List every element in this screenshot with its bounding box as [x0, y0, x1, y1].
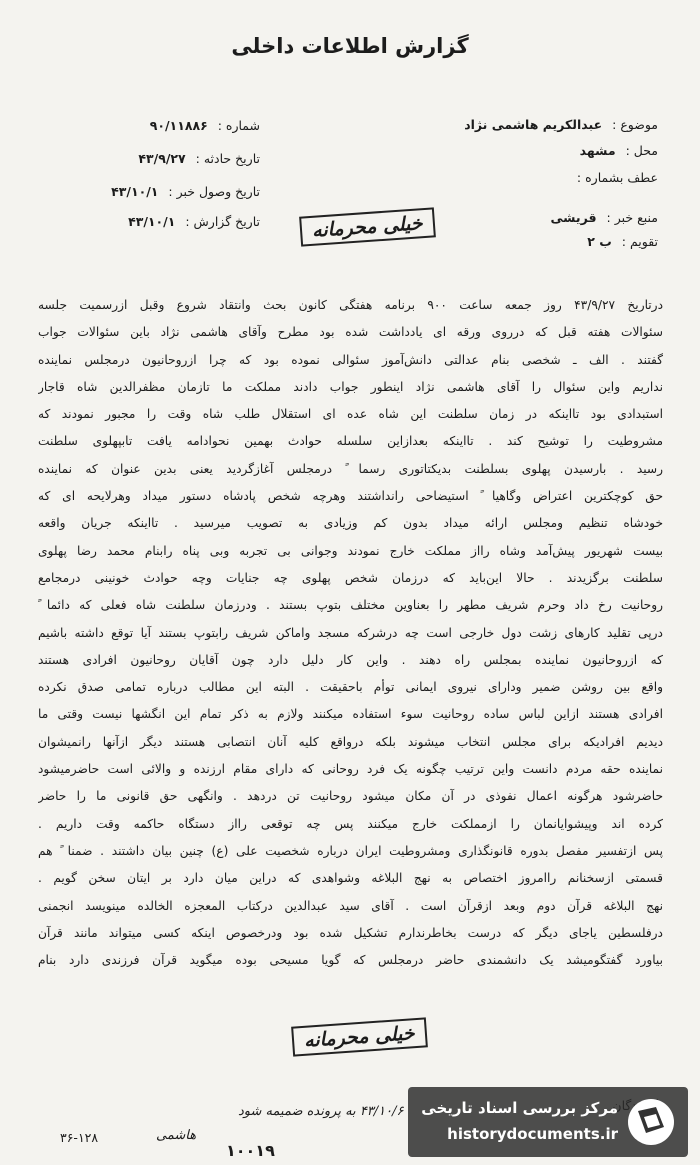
watermark-url: historydocuments.ir [447, 1125, 618, 1143]
place-label: محل [633, 143, 658, 158]
source-field: منبع خبر : قریشی [550, 210, 658, 225]
evaluation-value: ب ۲ [587, 234, 612, 249]
archive-logo-icon [626, 1097, 676, 1147]
body-line: روحانیت رخ داد وحرم شریف مطهر را بعناوین مختلف بتوپ بستند . ودرزمان سلطنت شاه فعلی که دائما ً [38, 598, 663, 613]
report-date-label: تاریخ گزارش [193, 214, 260, 229]
body-line: استبدادی بود تااینکه در زمان سلطنت این شاه عده ای استقلال طلب شاه وقت را مجبور نمودند که [38, 407, 663, 422]
body-line: درتاریخ ۴۳/۹/۲۷ روز جمعه ساعت ۹۰۰ برنامه هفتگی کانون بحث وانتقاد شروع وقبل ازرسمیت جلسه [38, 298, 663, 312]
body-line: واقع بین روشن ضمیر ودارای نیروی ایمانی توأم باحقیقت . البته این مطالب درباره تمامی صدق نکرده [38, 680, 663, 695]
place-field: محل : مشهد [579, 143, 658, 158]
subject-label: موضوع [620, 117, 658, 132]
body-line: سلطنت برگزیدند . حالا این‌باید که درزمان شخص پهلوی چه جنایات وچه حوادث خونینی درمجامع [38, 570, 663, 585]
handwritten-mark: هاشمی [156, 1128, 197, 1143]
place-value: مشهد [579, 143, 616, 158]
body-line: که ازروحانیون نماینده بمجلس راه دهند . واین کار دلیل دارد چون آقایان روحانیون افرادی هستند [38, 652, 663, 667]
subject-field: موضوع : عبدالکریم هاشمی نژاد [464, 117, 658, 132]
page-title: گزارش اطلاعات داخلی [231, 34, 469, 58]
number-value: ۹۰/۱۱۸۸۶ [149, 118, 208, 133]
classification-stamp: خیلی محرمانه [299, 207, 435, 246]
report-body [38, 292, 663, 974]
body-line: نداریم واین سئوال را آقای هاشمی نژاد اینطور جواب دادند مملکت ما تازمان مظفرالدین شاه قاجار [38, 379, 663, 394]
number-field: شماره : ۹۰/۱۱۸۸۶ [149, 118, 260, 133]
body-line: مشروطیت را توشیح کند . تااینکه بعدازاین سلسله حوادث بهمین نحوادامه یافت تابپهلوی سلطنت [38, 434, 663, 449]
file-number: ۳۶-۱۲۸ [60, 1130, 99, 1145]
source-value: قریشی [550, 210, 597, 225]
body-line: درپی تقلید کارهای زشت دول خارجی است چه درشرکه مسجد واماکن شریف رابتوپ بستند آیا توقع داشته باشیم [38, 625, 663, 640]
event-date-field: تاریخ حادثه : ۴۳/۹/۲۷ [138, 151, 260, 166]
handwritten-note: ۴۳/۱۰/۶ به پرونده ضمیمه شود [238, 1104, 404, 1119]
body-line: قسمتی ازسخنانم راامروز اختصاص به نهج البلاغه وشواهدی که دراین میان دارد بر ایتان سخن گویم . [38, 871, 663, 886]
body-line: بیاورد گفتگومیشد یک دانشمندی حاضر درمجلس که گویا مسیحی بوده میگوید قرآن فرزندی دارد بنام [38, 953, 663, 968]
previous-field: عطف بشماره : [576, 170, 658, 185]
page-number: ۱۰۰۱۹ [226, 1141, 275, 1160]
body-line: بیست شهریور پیش‌آمد وشاه رااز مملکت خارج نمودند وجوانی بی تجربه وبی پناه رابنام محمد رضا پهلوی [38, 543, 663, 558]
body-line: افرادی هستند ازاین لباس ساده روحانیت سوء استفاده میکنند ولازم به ذکر تمام این انگشها نیست وقتی ما [38, 707, 663, 722]
body-line: گفتند . الف ـ شخصی بنام عدالتی دانش‌آموز سئوالی نموده بود که چرا ازروحانیون درمجلس نماینده [38, 352, 663, 367]
body-line: دیدیم افرادیکه برای مجلس انتخاب میشوند بلکه درواقع کلیه آنان انتصابی هستند دیگر ازآنها رانمیشوان [38, 734, 663, 749]
receipt-date-field: تاریخ وصول خبر : ۴۳/۱۰/۱ [111, 184, 260, 199]
body-line: نماینده حقه مردم دانست واین ترتیب چگونه یک فرد روحانی که دارای مقام ارزنده و والائی است حاضرمیشود [38, 762, 663, 777]
watermark-title: مرکز بررسی اسناد تاریخی [421, 1099, 618, 1117]
body-line: خودشاه تنظیم ومجلس ارائه میداد بدون کم وزیادی به تصویب میرسید . تااینکه جریان واقعه [38, 516, 663, 531]
event-date-value: ۴۳/۹/۲۷ [138, 151, 186, 166]
event-date-label: تاریخ حادثه [203, 151, 260, 166]
classification-stamp-bottom: خیلی محرمانه [291, 1017, 427, 1056]
report-date-value: ۴۳/۱۰/۱ [128, 214, 176, 229]
evaluation-label: تقویم [629, 234, 658, 249]
body-line: نهج البلاغه قرآن دوم وبعد ازقرآن است . آقای سید عبدالدین درکتاب المعجزه الخالده مینویسد انجمنی [38, 898, 663, 913]
number-label: شماره [225, 118, 260, 133]
source-label: منبع خبر [614, 210, 658, 225]
body-line: حاضرشود هرگونه اعمال نفوذی در آن مکان میشود روحانیت تن دردهد . وانگهی حق قانونی ما را حاضر [38, 789, 663, 804]
body-line: سئوالات هفته قبل که درروی ورقه ای یادداشت شده بود مطرح وآقای هاشمی نژاد باین سئوالات جواب [38, 325, 663, 340]
subject-value: عبدالکریم هاشمی نژاد [464, 117, 603, 132]
receipt-date-value: ۴۳/۱۰/۱ [111, 184, 159, 199]
body-line: پس ازتفسیر مفصل بدوره قانونگذاری ومشروطیت ایران درباره شخصیت علی (ع) چنین بیان داشتند . ضمنا ً هم [38, 843, 663, 858]
previous-label: عطف بشماره [585, 170, 658, 185]
body-line: رسید . بارسیدن پهلوی بسلطنت بدیکتاتوری رسما ً درمجلس آغازگردید یعنی بدین عنوان که نماینده [38, 461, 663, 476]
report-date-field: تاریخ گزارش : ۴۳/۱۰/۱ [128, 214, 260, 229]
evaluation-field: تقویم : ب ۲ [587, 234, 658, 249]
body-line: حق کوچکترین اعتراض وگاهیا ً استیضاحی رانداشتند وهرچه شخص پادشاه دستور میداد وهرلایحه ای که [38, 489, 663, 504]
body-line: درفلسطین یاجای دیگر که درست بخاطرندارم تشکیل شده بود ودرخصوص اینکه کسی میتواند مانند قرآن [38, 925, 663, 940]
receipt-date-label: تاریخ وصول خبر [176, 184, 260, 199]
body-line: کرده اند وپیشوایانمان را ازمملکت خارج میکنند پس چه توقعی رااز دستگاه حاکمه وقت داریم . [38, 816, 663, 831]
watermark [408, 1087, 688, 1157]
